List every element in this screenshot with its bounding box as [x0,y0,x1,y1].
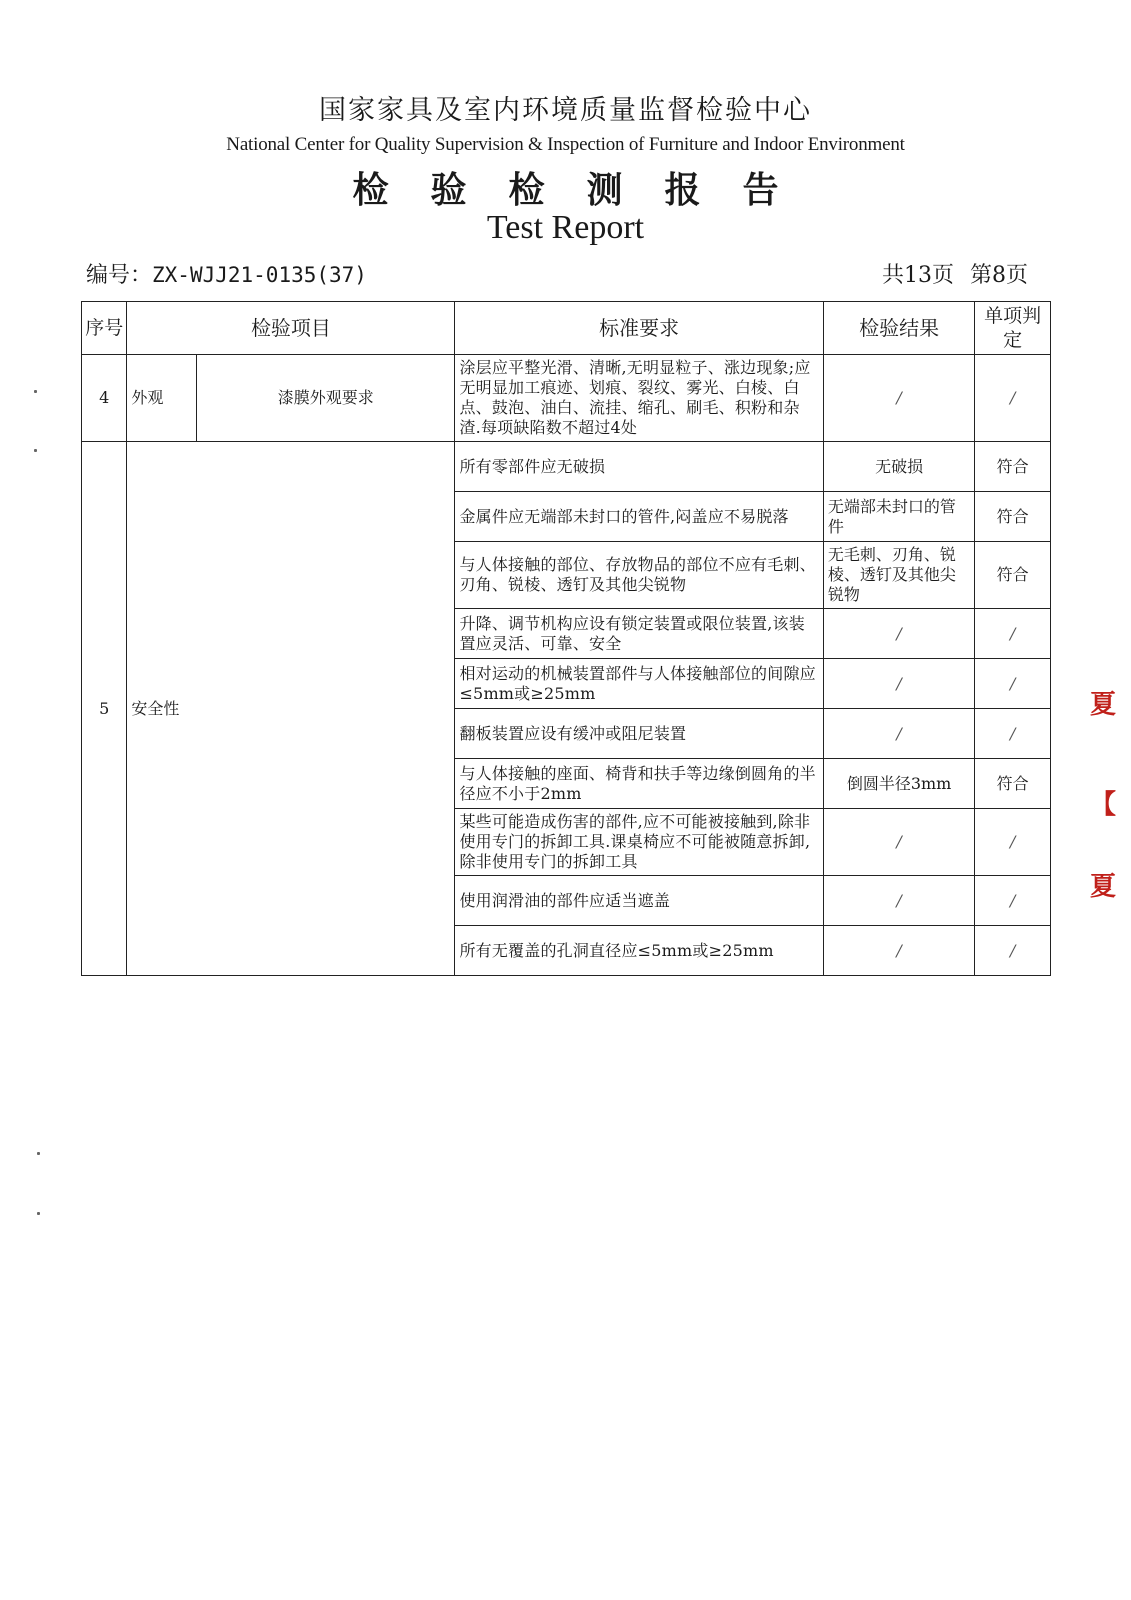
row5-standard: 相对运动的机械装置部件与人体接触部位的间隙应≤5mm或≥25mm [455,659,823,709]
row5-result: / [823,809,974,876]
row5-result: / [823,876,974,926]
org-name-cn: 国家家具及室内环境质量监督检验中心 [319,95,812,126]
scan-dot [34,390,37,393]
row4-category: 外观 [127,355,197,442]
scan-dot [37,1152,40,1155]
report-title-cn: 检验检测报告 [352,169,821,211]
row5-judgement: 符合 [975,759,1051,809]
row4-item: 漆膜外观要求 [197,355,455,442]
row4-seq: 4 [82,355,127,442]
report-title-en: Test Report [486,209,645,246]
row5-standard: 与人体接触的部位、存放物品的部位不应有毛刺、刃角、锐棱、透钉及其他尖锐物 [455,542,823,609]
seal-fragment: 夏 [1090,872,1117,902]
row5-result: / [823,609,974,659]
scan-dot [34,449,37,452]
page-indicator [882,258,1028,289]
row5-category: 安全性 [127,442,455,976]
table-row [82,355,1051,442]
row5-result: / [823,659,974,709]
row5-standard: 升降、调节机构应设有锁定装置或限位装置,该装置应灵活、可靠、安全 [455,609,823,659]
report-number-label: 编号： [86,263,153,288]
row4-judgement: / [975,355,1051,442]
report-number [86,258,367,289]
row5-judgement: 符合 [975,442,1051,492]
header-standard: 标准要求 [455,302,823,355]
header-result: 检验结果 [823,302,974,355]
row5-judgement: 符合 [975,542,1051,609]
inspection-table [81,301,1051,976]
row5-judgement: / [975,809,1051,876]
org-name-en: National Center for Quality Supervision & Inspection of Furniture and Indoor Environment [226,134,905,155]
row5-standard: 翻板装置应设有缓冲或阻尼装置 [455,709,823,759]
row5-standard: 所有无覆盖的孔洞直径应≤5mm或≥25mm [455,926,823,976]
header-judgement: 单项判定 [975,302,1051,355]
row5-judgement: / [975,609,1051,659]
header-seq: 序号 [82,302,127,355]
row4-result: / [823,355,974,442]
table-row [82,442,1051,492]
current-page: 第8页 [970,263,1028,288]
row5-seq: 5 [82,442,127,976]
row5-result: 无毛刺、刃角、锐棱、透钉及其他尖锐物 [823,542,974,609]
seal-fragment: 夏 [1090,690,1117,720]
row5-judgement: / [975,926,1051,976]
row5-result: / [823,709,974,759]
total-pages: 共13页 [882,263,954,288]
row5-result: / [823,926,974,976]
row5-standard: 所有零部件应无破损 [455,442,823,492]
table-header-row [82,302,1051,355]
row5-result: 无端部未封口的管件 [823,492,974,542]
row5-judgement: / [975,659,1051,709]
scan-dot [37,1212,40,1215]
report-number-value: ZX-WJJ21-0135(37) [152,263,367,287]
row4-standard: 涂层应平整光滑、清晰,无明显粒子、涨边现象;应无明显加工痕迹、划痕、裂纹、雾光、白棱、白点、鼓泡、油白、流挂、缩孔、刷毛、积粉和杂渣.每项缺陷数不超过4处 [455,355,823,442]
row5-result: 无破损 [823,442,974,492]
row5-standard: 某些可能造成伤害的部件,应不可能被接触到,除非使用专门的拆卸工具.课桌椅应不可能被随意拆卸,除非使用专门的拆卸工具 [455,809,823,876]
row5-judgement: / [975,709,1051,759]
row5-standard: 金属件应无端部未封口的管件,闷盖应不易脱落 [455,492,823,542]
row5-standard: 使用润滑油的部件应适当遮盖 [455,876,823,926]
row5-result: 倒圆半径3mm [823,759,974,809]
header-item: 检验项目 [127,302,455,355]
row5-standard: 与人体接触的座面、椅背和扶手等边缘倒圆角的半径应不小于2mm [455,759,823,809]
seal-fragment: 【 [1090,790,1117,820]
row5-judgement: 符合 [975,492,1051,542]
row5-judgement: / [975,876,1051,926]
